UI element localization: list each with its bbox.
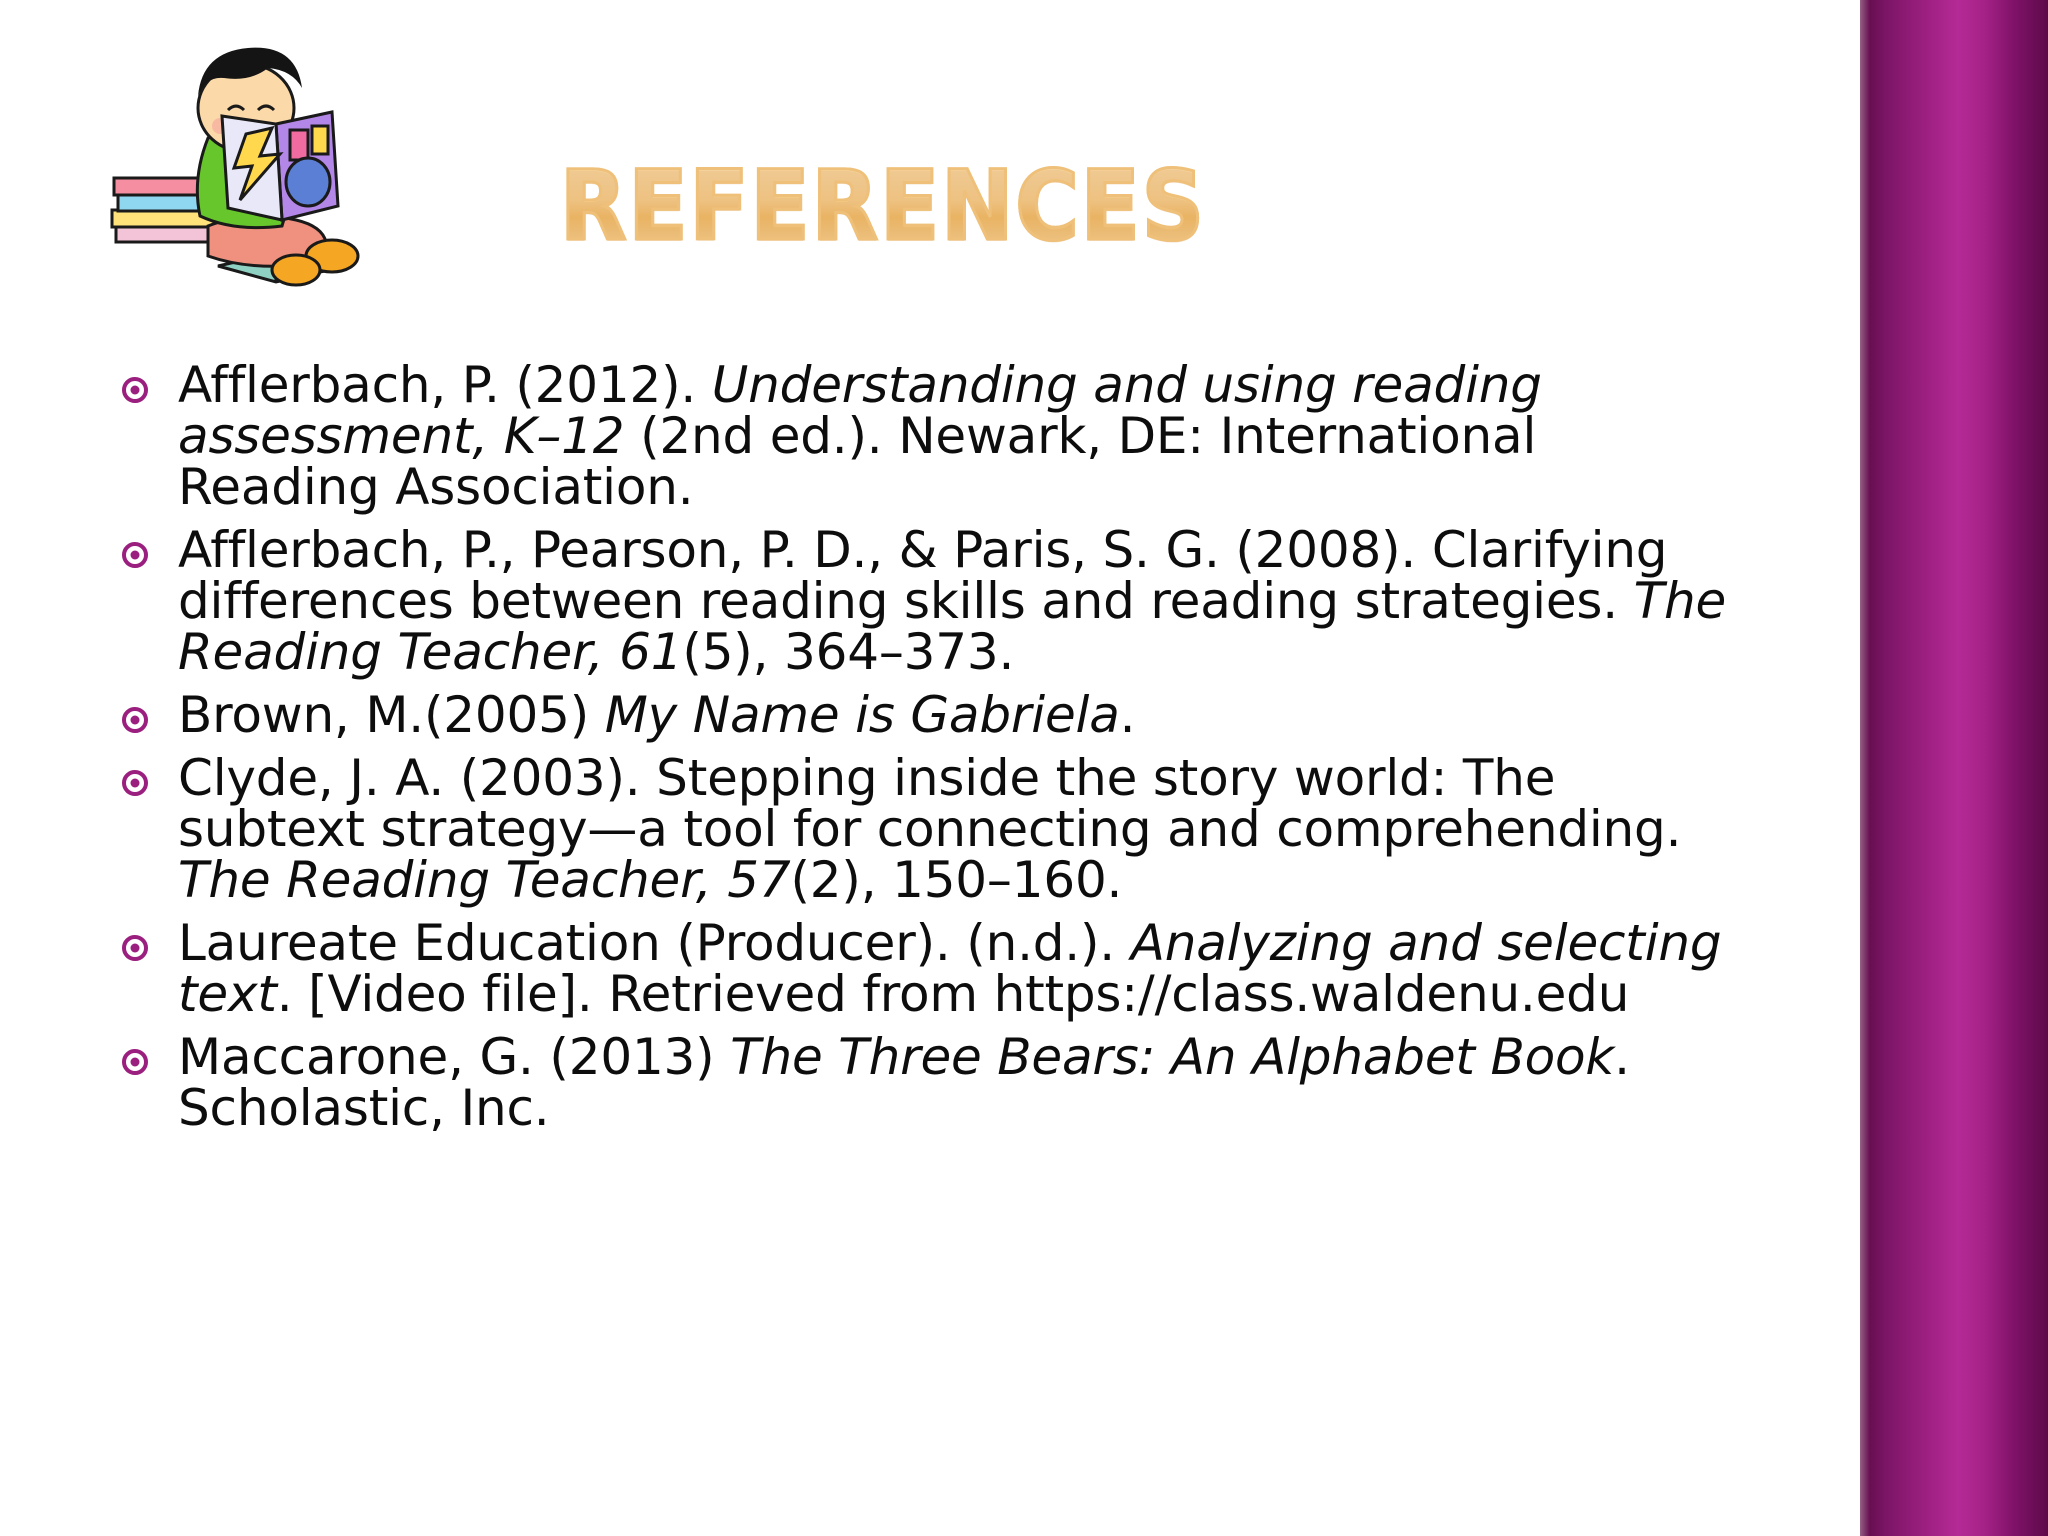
reference-text <box>178 521 1730 681</box>
reference-text <box>178 1028 1730 1137</box>
reference-text-run: Maccarone, G. (2013) <box>178 1028 731 1086</box>
reference-text-run: . Scholastic, Inc. <box>178 1028 1630 1137</box>
title-row <box>0 150 1850 280</box>
bullet-icon <box>122 707 148 733</box>
reference-text-run: Laureate Education (Producer). (n.d.). <box>178 914 1131 972</box>
reference-text <box>178 686 1730 744</box>
page-title: REFERENCES <box>560 150 1206 262</box>
reference-text-run: . [Video file]. Retrieved from https://class.waldenu.edu <box>276 965 1630 1023</box>
reference-text-run: (2nd ed.). Newark, DE: International Reading Association. <box>178 407 1537 516</box>
reference-text <box>178 914 1730 1023</box>
reference-text <box>178 356 1730 516</box>
reference-text-run: Afflerbach, P. (2012). <box>178 356 712 414</box>
reference-text <box>178 749 1730 909</box>
reference-title-italic: The Reading Teacher, 57 <box>178 851 791 909</box>
reference-title-italic: Understanding and using reading assessment, K–12 <box>178 356 1542 465</box>
references-list <box>100 356 1730 1146</box>
reference-text-run: Afflerbach, P., Pearson, P. D., & Paris, S. G. (2008). Clarifying differences between reading skills and reading strategies. <box>178 521 1668 630</box>
band-highlight-edge <box>1860 0 1870 1536</box>
reference-title-italic: The Three Bears: An Alphabet Book <box>730 1028 1615 1086</box>
reference-text-run: Brown, M.(2005) <box>178 686 605 744</box>
reference-text-run: . <box>1119 686 1136 744</box>
reference-title-italic: The Reading Teacher, 61 <box>178 572 1727 681</box>
reference-text-run: (5), 364–373. <box>682 623 1015 681</box>
reference-item <box>100 686 1730 744</box>
reference-item <box>100 521 1730 681</box>
bullet-icon <box>122 1049 148 1075</box>
bullet-icon <box>122 377 148 403</box>
reference-title-italic: Analyzing and selecting text <box>178 914 1722 1023</box>
reference-item <box>100 356 1730 516</box>
bullet-icon <box>122 542 148 568</box>
bullet-icon <box>122 935 148 961</box>
reference-item <box>100 749 1730 909</box>
decorative-right-band <box>1860 0 2048 1536</box>
reference-text-run: (2), 150–160. <box>790 851 1123 909</box>
reference-text-run: Clyde, J. A. (2003). Stepping inside the story world: The subtext strategy—a tool for connecting and comprehending. <box>178 749 1682 858</box>
reference-title-italic: My Name is Gabriela <box>604 686 1120 744</box>
bullet-icon <box>122 770 148 796</box>
reference-item <box>100 914 1730 1023</box>
reference-item <box>100 1028 1730 1137</box>
